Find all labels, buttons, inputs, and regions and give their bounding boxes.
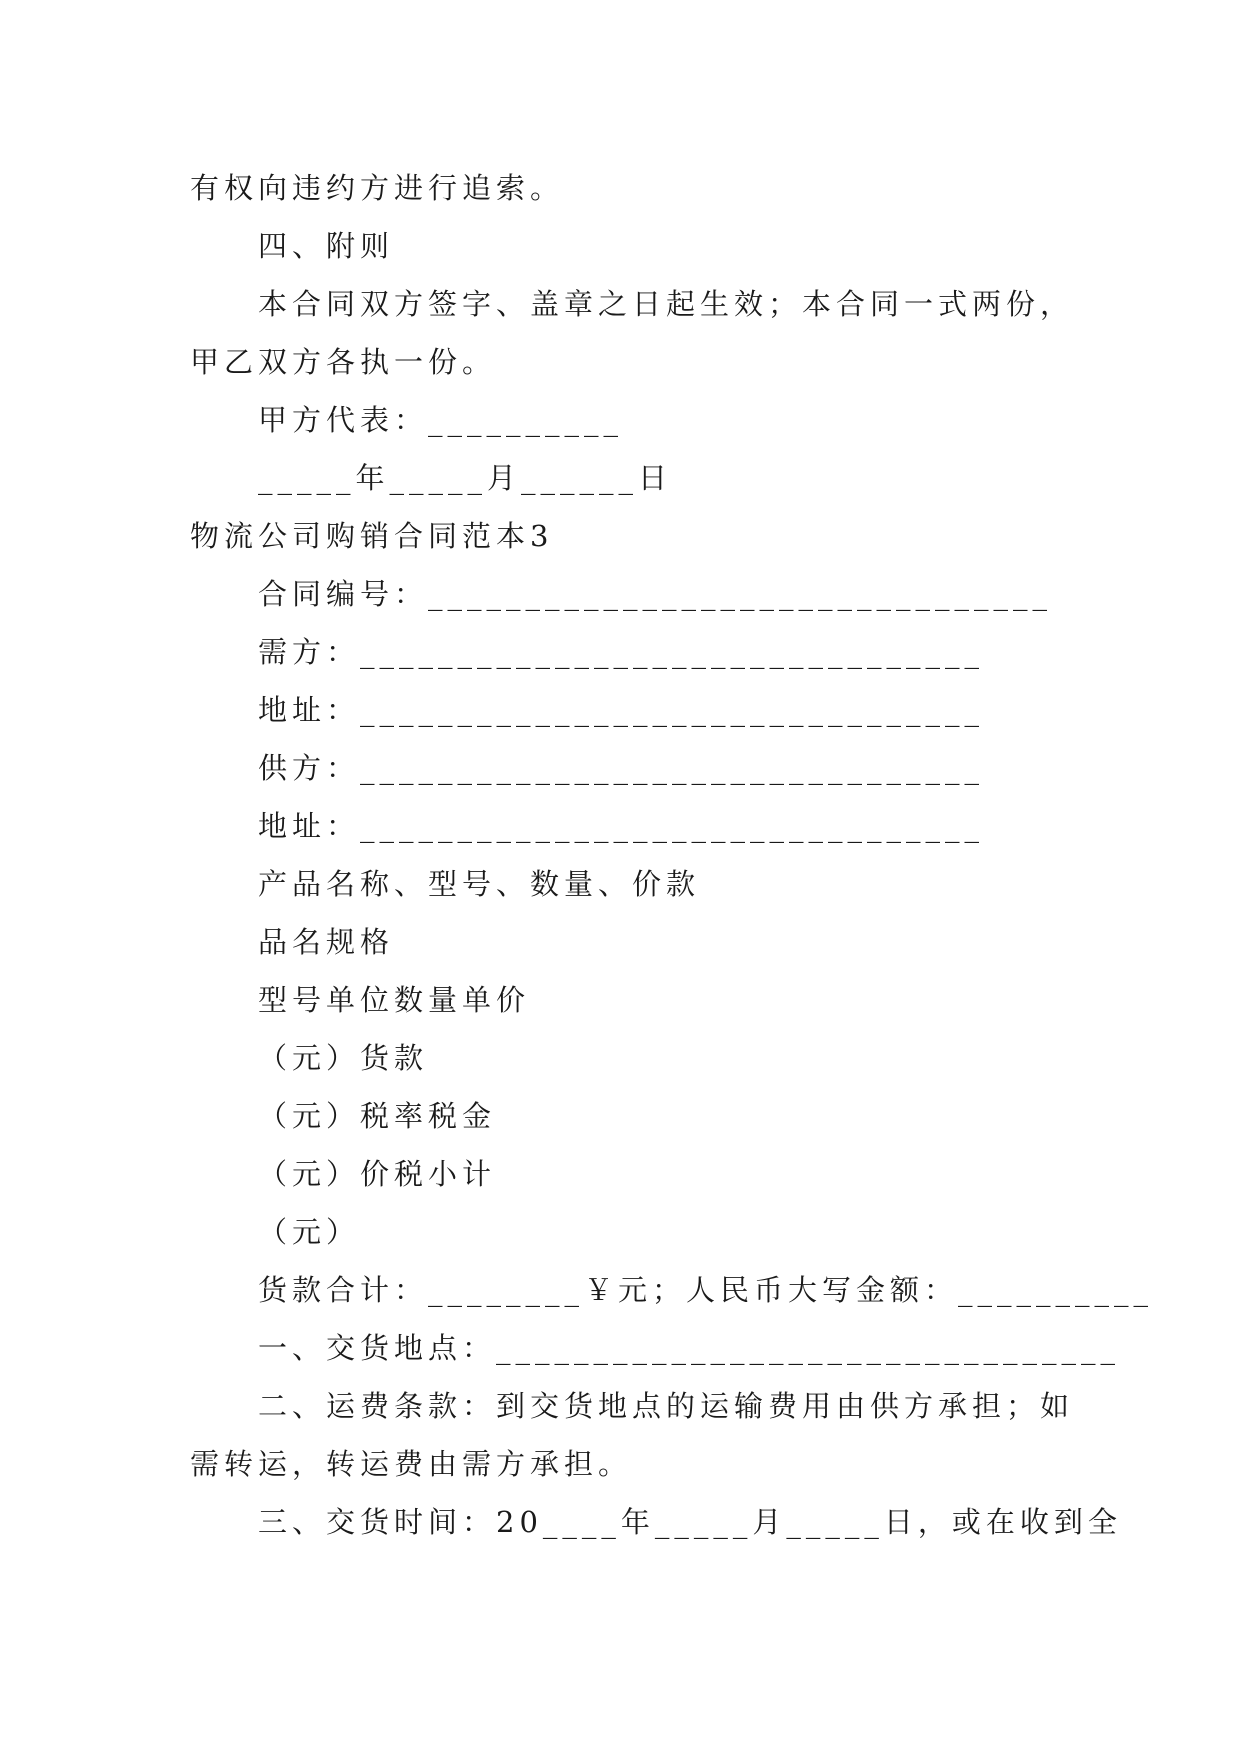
paragraph-line: （元）价税小计 [258,1157,497,1191]
delivery-location-field: 一、交货地点：________________________________ [258,1331,1121,1365]
paragraph-line: 本合同双方签字、盖章之日起生效；本合同一式两份， [258,287,1075,321]
paragraph-line: （元）货款 [258,1041,429,1075]
supplier-address-field: 地址：________________________________ [258,809,985,843]
paragraph-line: （元） [258,1215,361,1249]
paragraph-line: 二、运费条款：到交货地点的运输费用由供方承担；如 [258,1389,1075,1423]
total-amount-field: 货款合计：________￥元；人民币大写金额：__________ [258,1273,1154,1307]
paragraph-line: （元）税率税金 [258,1099,497,1133]
paragraph-line: 品名规格 [258,925,395,959]
signature-field: 甲方代表：__________ [258,403,624,437]
buyer-address-field: 地址：________________________________ [258,693,985,727]
paragraph-line: 有权向违约方进行追索。 [190,171,565,205]
document-title: 物流公司购销合同范本3 [190,519,554,553]
paragraph-line: 产品名称、型号、数量、价款 [258,867,701,901]
contract-number-field: 合同编号：________________________________ [258,577,1053,611]
paragraph-line: 需转运，转运费由需方承担。 [190,1447,633,1481]
paragraph-line: 甲乙双方各执一份。 [190,345,497,379]
supplier-field: 供方：________________________________ [258,751,985,785]
date-field: _____年_____月______日 [258,461,673,495]
delivery-time-field: 三、交货时间：20____年_____月_____日，或在收到全 [258,1505,1122,1539]
section-heading: 四、附则 [258,229,395,263]
paragraph-line: 型号单位数量单价 [258,983,531,1017]
buyer-field: 需方：________________________________ [258,635,985,669]
